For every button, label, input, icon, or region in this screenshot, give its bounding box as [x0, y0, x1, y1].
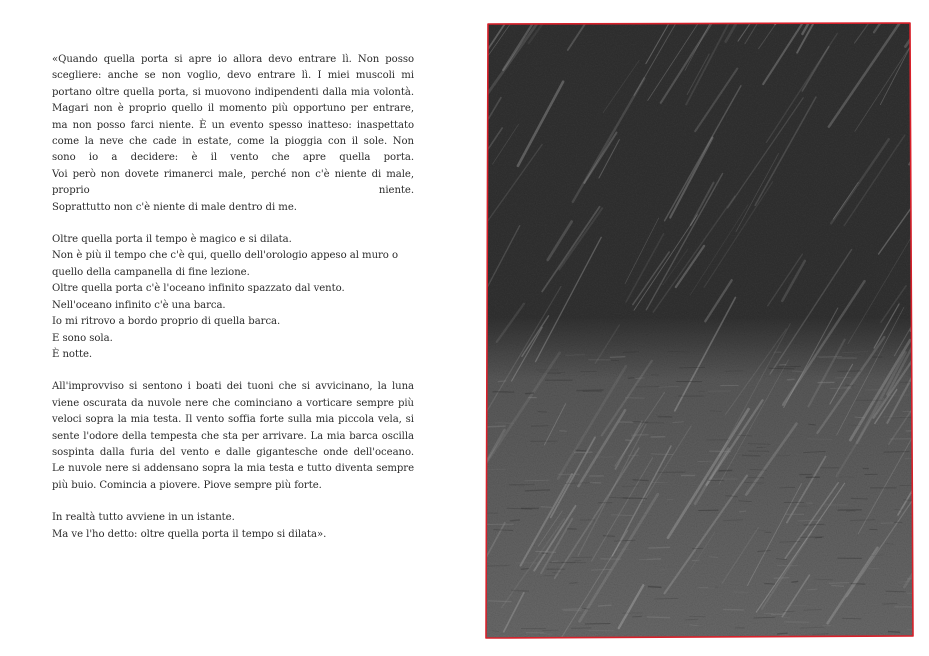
wave-scribble [600, 559, 620, 560]
wave-scribble [851, 584, 866, 585]
text-line: In realtà tutto avviene in un istante. [52, 512, 235, 524]
wave-scribble [625, 398, 645, 399]
wave-scribble [771, 614, 785, 615]
wave-scribble [888, 632, 900, 633]
wave-scribble [791, 581, 798, 582]
wave-scribble [647, 617, 670, 618]
wave-scribble [539, 372, 565, 373]
text-line: È notte. [52, 348, 93, 360]
wave-scribble [829, 583, 849, 584]
wave-scribble [774, 578, 789, 579]
wave-scribble [648, 547, 670, 548]
wave-scribble [792, 371, 802, 372]
wave-scribble [723, 609, 744, 610]
wave-scribble [628, 378, 634, 379]
text-line: E sono sola. [52, 332, 113, 344]
wave-scribble [906, 431, 916, 432]
wave-scribble [622, 486, 639, 487]
wave-scribble [510, 520, 520, 521]
wave-scribble [800, 537, 824, 538]
charcoal-drawing [482, 20, 916, 640]
wave-scribble [521, 569, 530, 570]
wave-scribble [498, 381, 507, 382]
rain-streak [482, 130, 483, 181]
wave-scribble [739, 511, 746, 512]
wave-scribble [631, 435, 648, 436]
wave-scribble [667, 499, 674, 500]
wave-scribble [719, 470, 733, 471]
text-line: sono io a decidere: è il vento che apre quella porta. [52, 152, 414, 164]
wave-scribble [541, 507, 552, 508]
text-line: ma non posso farci niente. È un evento spesso inatteso: inaspettato [52, 119, 414, 131]
wave-scribble [625, 440, 631, 441]
paragraph [52, 232, 414, 363]
wave-scribble [658, 417, 673, 418]
text-line: sente l'odore della tempesta che sta per arrivare. La mia barca oscilla [52, 430, 414, 442]
text-line: sospinta dalla furia del vento e dalle gigantesche onde dell'oceano. [52, 446, 414, 458]
wave-scribble [552, 573, 561, 574]
wave-scribble [576, 450, 587, 451]
wave-scribble [886, 591, 906, 592]
text-line: Ma ve l'ho detto: oltre quella porta il tempo si dilata». [52, 528, 327, 540]
text-line: Soprattutto non c'è niente di male dentro di me. [52, 201, 297, 213]
text-line: Oltre quella porta il tempo è magico e si dilata. [52, 234, 292, 246]
wave-scribble [804, 524, 825, 525]
wave-scribble [559, 431, 567, 432]
wave-scribble [777, 366, 800, 367]
wave-scribble [598, 605, 612, 606]
wave-scribble [569, 583, 577, 584]
wave-scribble [851, 498, 868, 499]
text-line: viene oscurata da nuvole nere che cominciano a vorticare sempre più [52, 397, 414, 409]
text-line: più buio. Comincia a piovere. Piove sempre più forte. [52, 479, 322, 491]
wave-scribble [648, 587, 662, 588]
wave-scribble [486, 426, 506, 427]
wave-scribble [846, 511, 856, 512]
wave-scribble [837, 371, 861, 372]
text-line: Nell'oceano infinito c'è una barca. [52, 299, 226, 311]
rain-streak [634, 20, 687, 23]
text-line: come la neve che cade in estate, come la pioggia con il sole. Non [52, 136, 414, 148]
wave-scribble [735, 628, 745, 629]
wave-scribble [769, 368, 795, 369]
text-line: Voi però non dovete rimanerci male, perché non c'è niente di male, [52, 168, 414, 180]
wave-scribble [531, 426, 549, 427]
text-line: scegliere: anche se non voglio, devo entrare lì. I miei muscoli mi [52, 70, 414, 82]
wave-scribble [692, 560, 700, 561]
text-line: Io mi ritrovo a bordo proprio di quella barca. [52, 316, 281, 328]
wave-scribble [779, 365, 786, 366]
wave-scribble [835, 377, 851, 378]
text-line: All'improvviso si sentono i boati dei tuoni che si avvicinano, la luna [52, 381, 414, 393]
text-line: Non è più il tempo che c'è qui, quello dell'orologio appeso al muro o [52, 250, 399, 262]
wave-scribble [623, 498, 647, 499]
wave-scribble [542, 630, 558, 631]
wave-scribble [907, 630, 916, 631]
text-line: quello della campanella di fine lezione. [52, 266, 250, 278]
wave-scribble [904, 458, 916, 459]
text-line: veloci sopra la mia testa. Il vento soffia forte sulla mia piccola vela, si [52, 414, 414, 426]
paragraph [52, 510, 414, 543]
wave-scribble [842, 618, 861, 619]
wave-scribble [576, 390, 603, 391]
wave-scribble [884, 451, 910, 452]
wave-scribble [787, 379, 795, 380]
text-line: proprio niente. [52, 185, 414, 197]
text-line: «Quando quella porta si apre io allora devo entrare lì. Non posso [52, 54, 414, 65]
wave-scribble [808, 424, 815, 425]
wave-scribble [511, 590, 529, 591]
wave-scribble [709, 451, 731, 452]
wave-scribble [692, 548, 703, 549]
storm-illustration [482, 20, 916, 640]
wave-scribble [764, 584, 775, 585]
text-line: Magari non è proprio quello il momento più opportuno per entrare, [52, 103, 414, 115]
text-line: Oltre quella porta c'è l'oceano infinito spazzato dal vento. [52, 283, 345, 295]
wave-scribble [538, 412, 547, 413]
wave-scribble [562, 609, 584, 610]
wave-scribble [914, 431, 916, 432]
wave-scribble [742, 455, 761, 456]
text-line: portano oltre quella porta, si muovono indipendenti dalla mia volontà. [52, 86, 414, 98]
paragraph [52, 52, 414, 216]
text-line: Le nuvole nere si addensano sopra la mia testa e tutto diventa sempre [52, 463, 414, 475]
wave-scribble [661, 639, 684, 640]
wave-scribble [585, 624, 611, 625]
text-page [52, 52, 414, 559]
paragraph [52, 379, 414, 494]
wave-scribble [603, 536, 615, 537]
wave-scribble [525, 393, 534, 394]
wave-scribble [610, 357, 626, 358]
